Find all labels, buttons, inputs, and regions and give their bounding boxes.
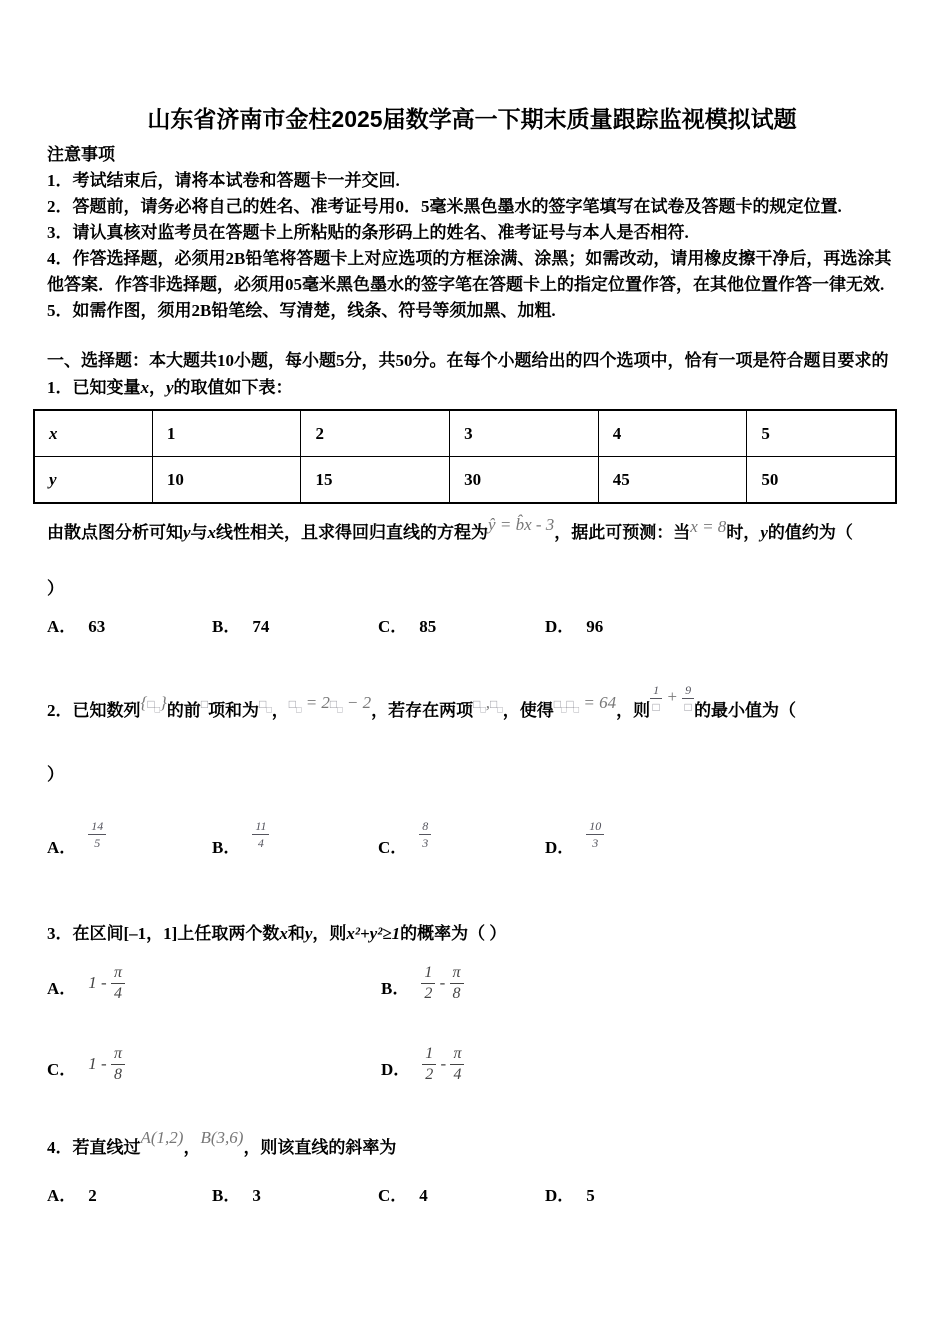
fraction-numerator: π [111, 1046, 125, 1065]
q1-line2-text-1: 由散点图分析可知 [47, 523, 183, 542]
table-cell: 3 [450, 410, 599, 457]
q1-line2-text-4: ，据此可预测：当 [554, 523, 691, 542]
option-label: B． [381, 978, 410, 998]
minus-sign: - [440, 1053, 447, 1073]
fraction-numerator: 8 [419, 820, 431, 835]
q2-stem-comma-1: ， [271, 701, 289, 720]
recurrence-equation-formula [288, 693, 372, 715]
fraction-numerator: 11 [252, 820, 269, 835]
fraction-denominator: □ [652, 699, 660, 714]
page-title: 山东省济南市金柱2025届数学高一下期末质量跟踪监视模拟试题 [147, 106, 797, 132]
table-cell: 45 [598, 457, 747, 504]
pi-fraction [111, 965, 125, 1002]
q2-stem-text-1: 2．已知数列 [47, 701, 141, 720]
placeholder-sub-box: □ [560, 704, 567, 715]
notes-header: 注意事项 [47, 145, 115, 164]
option-label: D． [545, 1186, 575, 1206]
option-label: C． [47, 1059, 77, 1079]
q2-stem-text-2: 的前 [166, 701, 201, 720]
option-label: B． [212, 837, 241, 857]
q3-option-d [381, 1045, 897, 1089]
q1-stem-comma: ， [149, 378, 166, 397]
q1-line2-text-3: 线性相关，且求得回归直线的方程为 [216, 523, 489, 542]
q4-stem [47, 1128, 897, 1163]
equation-mid: = 2 [301, 693, 330, 712]
fraction-denominator: 5 [94, 836, 101, 851]
brace-close: } [160, 693, 167, 712]
q1-option-c [378, 614, 545, 640]
q3-var-y: y [304, 924, 313, 944]
q2-option-b [212, 819, 378, 863]
q4-option-d [545, 1183, 897, 1209]
q1-option-d [545, 614, 897, 640]
minus-sign: - [439, 972, 446, 992]
q2-stem [47, 682, 897, 734]
q3-options-row-1 [47, 964, 897, 1008]
fraction-numerator: π [111, 965, 125, 984]
placeholder-sub-box: □ [154, 704, 160, 715]
q3-var-x: x [279, 924, 288, 944]
option-value: 4 [419, 1186, 428, 1206]
option-label: D． [381, 1059, 411, 1079]
note-line-3: 3．请认真核对监考员在答题卡上所粘贴的条形码上的姓名、准考证号与本人是否相符. [47, 223, 689, 242]
q3-options-row-2 [47, 1045, 897, 1089]
q4-option-a [47, 1183, 212, 1209]
q1-line2-text-2: 与 [190, 523, 208, 542]
q4-stem-text-2: ，则该直线的斜率为 [243, 1138, 397, 1158]
fraction-denominator: 4 [453, 1066, 462, 1084]
table-cell-label-y: y [34, 457, 152, 504]
option-label: A． [47, 617, 77, 636]
option-value: 2 [88, 1186, 97, 1206]
q2-stem-text-5: ，使得 [502, 701, 554, 720]
fraction-numerator: π [450, 1046, 464, 1065]
option-fraction [586, 820, 604, 849]
q3-stem-text-2: 和 [287, 924, 305, 944]
fraction-denominator: 3 [592, 836, 599, 851]
q1-line2-var-x: x [207, 523, 217, 542]
option-value: 63 [88, 617, 106, 636]
fraction-numerator: π [450, 965, 464, 984]
section-header: 一、选择题：本大题共10小题，每小题5分，共50分。在每个小题给出的四个选项中，恰有一项是符合题目要求的 [47, 351, 889, 370]
point-a-formula: A(1,2) [140, 1128, 184, 1148]
sum-notation-formula [259, 693, 272, 715]
fraction-numerator: 1 [421, 965, 435, 984]
table-cell-label-x: x [34, 410, 152, 457]
fraction [650, 684, 662, 713]
q1-close-paren: ） [47, 579, 64, 598]
note-line-2: 2．答题前，请务必将自己的姓名、准考证号用0．5毫米黑色墨水的签字笔填写在试卷及答题卡的规定位置. [47, 197, 842, 216]
option-label: A． [47, 1186, 77, 1206]
q1-line2-var-y: y [183, 523, 191, 542]
placeholder-box: □ [566, 697, 574, 711]
placeholder-sub-box: □ [573, 704, 580, 715]
comma: , [485, 693, 491, 712]
q2-stem-text-4: ，若存在两项 [371, 701, 474, 720]
fraction-numerator: 10 [586, 820, 604, 835]
fraction-denominator: □ [684, 699, 692, 714]
q4-options [47, 1183, 897, 1209]
q1-var-x: x [140, 378, 149, 397]
table-row-y [34, 457, 896, 504]
table-cell: 30 [450, 457, 599, 504]
fraction-numerator: 1 [650, 684, 662, 699]
q1-line2-text-5: 时， [726, 523, 761, 542]
q1-stem [47, 375, 897, 401]
q4-option-b [212, 1183, 378, 1209]
q2-stem-text-7: 的最小值为（ [694, 701, 797, 720]
q2-options [47, 819, 897, 863]
equals-64: = 64 [579, 693, 617, 712]
one-minus-lead: 1 - [88, 1053, 107, 1073]
fraction-denominator: 3 [422, 836, 429, 851]
q2-option-d [545, 819, 897, 863]
page-content [47, 104, 897, 1209]
placeholder-box: □ [288, 697, 296, 711]
q3-option-a [47, 964, 381, 1008]
table-cell: 50 [747, 457, 896, 504]
placeholder-box: □ [490, 697, 498, 711]
placeholder-box: □ [259, 697, 267, 711]
option-label: A． [47, 978, 77, 998]
q1-options [47, 614, 897, 640]
placeholder-box: □ [329, 697, 338, 711]
option-label: B． [212, 1186, 241, 1206]
q2-stem-text-6: ，则 [616, 701, 651, 720]
option-fraction [419, 820, 431, 849]
pi-fraction [111, 1046, 125, 1083]
q1-data-table [33, 409, 897, 504]
fraction-numerator: 1 [422, 1046, 436, 1065]
placeholder-box: □ [473, 697, 481, 711]
q3-option-b [381, 964, 897, 1008]
pi-fraction [450, 1046, 464, 1083]
two-terms-formula [473, 693, 503, 715]
q1-line2-text-6: 的值约为（ [767, 523, 853, 542]
fraction-denominator: 4 [113, 985, 122, 1003]
table-cell: 10 [152, 457, 301, 504]
q3-stem-text-1: 3．在区间[–1，1]上任取两个数 [47, 924, 280, 944]
q2-close-paren: ） [47, 765, 64, 785]
option-label: B． [212, 617, 241, 636]
option-value: 5 [586, 1186, 595, 1206]
q1-regression-line [47, 515, 897, 548]
note-line-1: 1．考试结束后，请将本试卷和答题卡一并交回. [47, 171, 400, 190]
regression-equation-formula: ŷ = b̂x - 3 [488, 515, 555, 534]
inequality-expression: x²+y²≥1 [346, 924, 401, 944]
q2-stem-text-3: 项和为 [208, 701, 260, 720]
q3-stem [47, 921, 897, 947]
fraction [682, 684, 694, 713]
q1-stem-text-1: 1．已知变量 [47, 378, 141, 397]
note-line-5: 5．如需作图，须用2B铅笔绘、写清楚，线条、符号等须加黑、加粗. [47, 301, 556, 320]
option-fraction [88, 820, 106, 849]
equation-tail: − 2 [342, 693, 372, 712]
q2-option-a [47, 819, 212, 863]
plus-sign: + [666, 687, 678, 706]
product-equals-64-formula [553, 693, 617, 715]
q4-stem-comma: ， [183, 1138, 201, 1158]
pi-fraction [450, 965, 464, 1002]
q1-option-a [47, 614, 212, 640]
option-label: D． [545, 837, 575, 857]
placeholder-box: □ [147, 697, 155, 711]
q4-stem-text-1: 4．若直线过 [47, 1138, 141, 1158]
q2-option-c [378, 819, 545, 863]
fraction-denominator: 4 [257, 836, 264, 851]
option-label: C． [378, 1186, 408, 1206]
placeholder-box: □ [553, 697, 561, 711]
q1-line2-var-y2: y [760, 523, 768, 542]
fraction-numerator: 14 [88, 820, 106, 835]
q1-stem-text-2: 的取值如下表： [173, 378, 293, 397]
q1-var-y: y [166, 378, 174, 397]
table-cell: 4 [598, 410, 747, 457]
table-cell: 5 [747, 410, 896, 457]
option-label: D． [545, 617, 575, 636]
sequence-notation-formula [140, 693, 167, 715]
half-fraction [422, 1046, 436, 1083]
table-cell: 15 [301, 457, 450, 504]
fraction-denominator: 8 [113, 1066, 122, 1084]
option-label: C． [378, 837, 408, 857]
option-fraction [252, 820, 269, 849]
option-value: 96 [586, 617, 604, 636]
option-label: C． [378, 617, 408, 636]
q3-stem-text-3: ，则 [312, 924, 347, 944]
brace-open: { [140, 693, 148, 712]
placeholder-sub-box: □ [480, 704, 486, 715]
note-line-4: 4．作答选择题，必须用2B铅笔将答题卡上对应选项的方框涂满、涂黑；如需改动，请用橡皮擦干净后，再选涂其他答案．作答非选择题，必须用05毫米黑色墨水的签字笔在答题卡上的指定位置作答，在其他位置作答一律无效. [47, 249, 892, 294]
n-placeholder-formula: □ [200, 697, 209, 711]
one-minus-lead: 1 - [88, 972, 107, 992]
table-row-x [34, 410, 896, 457]
fraction-denominator: 2 [425, 1066, 434, 1084]
q4-option-c [378, 1183, 545, 1209]
table-cell: 1 [152, 410, 301, 457]
option-value: 74 [252, 617, 270, 636]
table-cell: 2 [301, 410, 450, 457]
point-b-formula: B(3,6) [200, 1128, 244, 1148]
x-equals-8-formula: x = 8 [690, 517, 727, 536]
fraction-sum-formula [650, 682, 694, 714]
option-label: A． [47, 837, 77, 857]
q1-option-b [212, 614, 378, 640]
fraction-numerator: 9 [682, 684, 694, 699]
placeholder-sub-box: □ [296, 704, 302, 715]
q3-stem-text-4: 的概率为（ ） [400, 924, 507, 944]
option-value: 3 [252, 1186, 261, 1206]
fraction-denominator: 8 [452, 985, 461, 1003]
placeholder-sub-box: □ [497, 704, 503, 715]
option-value: 85 [419, 617, 437, 636]
fraction-denominator: 2 [424, 985, 433, 1003]
half-fraction [421, 965, 435, 1002]
placeholder-sub-box: □ [337, 704, 343, 715]
q3-option-c [47, 1045, 381, 1089]
placeholder-sub-box: □ [266, 704, 272, 715]
